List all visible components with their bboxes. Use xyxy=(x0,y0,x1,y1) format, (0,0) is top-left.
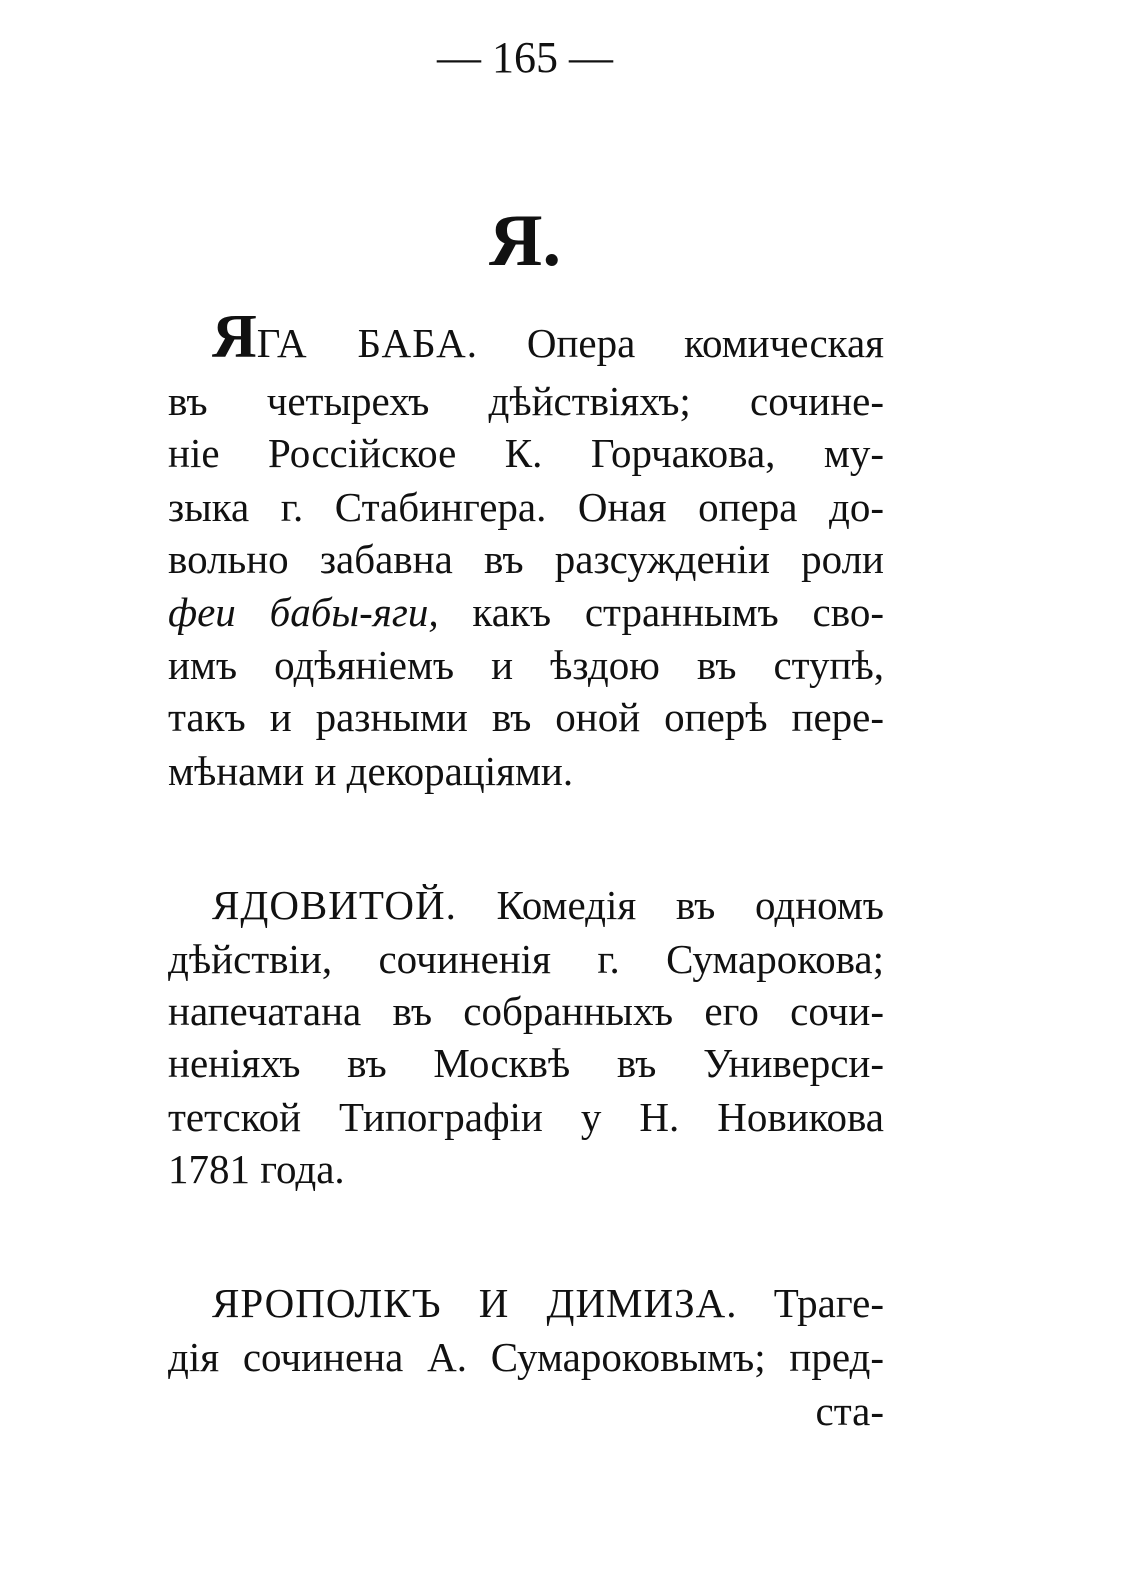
entry-line: неніяхъ въ Москвѣ въ Универси- xyxy=(168,1040,884,1086)
drop-initial: Я xyxy=(212,303,257,371)
entry-line: зыка г. Стабингера. Оная опера до- xyxy=(168,484,884,530)
entry-line: имъ одѣяніемъ и ѣздою въ ступѣ, xyxy=(168,642,884,688)
entry-line: мѣнами и декораціями. xyxy=(168,748,574,794)
entry-line: тетской Типографіи у Н. Новикова xyxy=(168,1094,884,1140)
headword-yaropolk-i-dimiza: ЯРОПОЛКЪ И ДИМИЗА. xyxy=(212,1280,738,1326)
entry-yadovitoy-first-line xyxy=(212,878,884,932)
entry-line: въ четырехъ дѣйствіяхъ; сочине- xyxy=(168,378,884,424)
headword-yadovitoy: ЯДОВИТОЙ. xyxy=(212,882,457,928)
entry-text: Комедія въ одномъ xyxy=(456,882,884,928)
entry-line: ніе Россійское К. Горчакова, му- xyxy=(168,430,884,476)
italic-phrase: феи бабы-яги, xyxy=(168,589,439,635)
entry-text: Опера комическая xyxy=(477,320,885,366)
entry-yaropolk-first-line xyxy=(212,1276,884,1330)
entry-yaga-baba-first-line xyxy=(212,303,885,371)
catchword: ста- xyxy=(815,1388,884,1434)
entry-line: дѣйствіи, сочиненія г. Сумарокова; xyxy=(168,936,884,982)
page-number: — 165 — xyxy=(437,33,613,82)
section-letter-heading: Я. xyxy=(489,200,561,282)
entry-text: какъ страннымъ сво- xyxy=(438,589,884,635)
entry-line: дія сочинена А. Сумароковымъ; пред- xyxy=(168,1334,884,1380)
entry-line: напечатана въ собранныхъ его сочи- xyxy=(168,988,884,1034)
entry-line-italic xyxy=(168,585,884,639)
entry-line: вольно забавна въ разсужденіи роли xyxy=(168,536,884,582)
headword-yaga-baba: ГА БАБА. xyxy=(256,320,478,366)
entry-line: такъ и разными въ оной оперѣ пере- xyxy=(168,694,884,740)
entry-text: Траге- xyxy=(737,1280,885,1326)
entry-line: 1781 года. xyxy=(168,1146,345,1192)
